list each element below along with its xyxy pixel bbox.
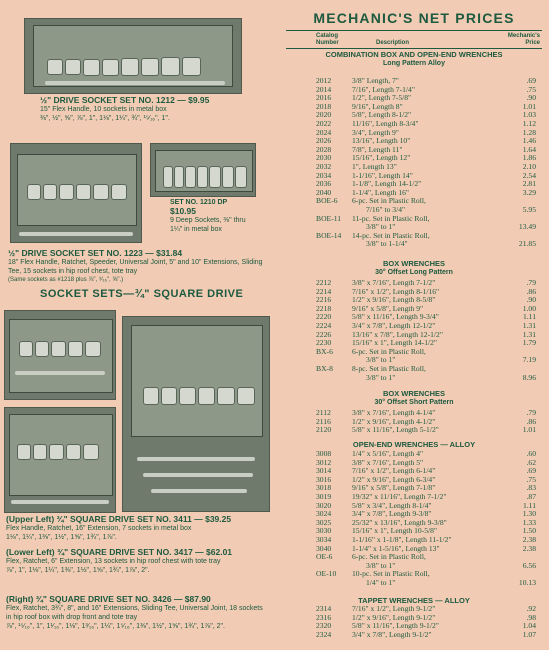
description: 7/16" x 1/2", Length 6-1/4" (352, 466, 436, 476)
description: 13/16" x 7/8", Length 12-1/2" (352, 329, 443, 339)
price-row (286, 240, 542, 249)
price: 1.11 (522, 312, 536, 322)
price: 8.96 (522, 372, 536, 382)
catalog-number: 2314 (316, 604, 332, 613)
price: 1.11 (522, 500, 536, 510)
caption-title: ½" DRIVE SOCKET SET NO. 1212 — $9.95 (40, 95, 210, 105)
deep-socket-set-1210dp-photo (150, 143, 256, 197)
catalog-number: 2014 (316, 84, 332, 94)
section-subtitle: 30° Offset Short Pattern (374, 399, 454, 406)
catalog-number: 2016 (316, 93, 332, 103)
description: 3/8" to 1" (366, 355, 396, 365)
catalog-number: 3014 (316, 466, 332, 476)
caption-set-3417 (6, 548, 268, 575)
catalog-number: BX-6 (316, 346, 333, 356)
catalog-number: 2040 (316, 187, 332, 197)
section-heading-3-4-drive: SOCKET SETS—¾" SQUARE DRIVE (40, 288, 244, 300)
socket-set-3417-photo (4, 407, 116, 513)
price: .62 (526, 457, 536, 467)
description: 6-pc. Set in Plastic Roll, (352, 552, 426, 562)
price: 1.31 (522, 320, 536, 330)
description: 3/4", Length 9" (352, 127, 399, 137)
catalog-number: BOE-14 (316, 230, 342, 240)
list-tappet (286, 605, 542, 639)
price: 5.95 (522, 204, 536, 214)
price: .60 (526, 449, 536, 458)
price: .79 (526, 278, 536, 287)
catalog-number: 3012 (316, 457, 332, 467)
caption-set-3426 (6, 595, 268, 631)
price-row (286, 197, 542, 206)
section-box-wrenches-short (286, 389, 542, 407)
list-box-long (286, 279, 542, 382)
catalog-number: 3019 (316, 491, 332, 501)
caption-text-1: 9 Deep Sockets, ⅜" thru (170, 217, 246, 224)
price: 1.00 (522, 303, 536, 313)
price: .87 (526, 491, 536, 501)
description: 1-1/4" x 1-5/16", Length 13" (352, 543, 440, 553)
section-box-wrenches-long (286, 259, 542, 277)
caption-title: ½" DRIVE SOCKET SET NO. 1223 — $31.84 (8, 248, 183, 258)
description: 1/2" x 9/16", Length 4-1/2" (352, 416, 436, 426)
description: 7/16" x 1/2", Length 8-1/16" (352, 286, 440, 296)
price: .69 (526, 76, 536, 85)
caption-set-3411 (6, 515, 268, 542)
col-mechanics-price: Mechanic's Price (507, 33, 540, 46)
description: 15/16" x 1", Length 10-5/8" (352, 526, 438, 536)
catalog-number: 2320 (316, 621, 332, 631)
description: 5/8", Length 8-1/2" (352, 110, 412, 120)
description: 3/4" x 7/8", Length 9-1/2" (352, 629, 432, 639)
description: 1-1/4", Length 16" (352, 187, 410, 197)
description: 19/32" x 11/16", Length 7-1/2" (352, 491, 447, 501)
description: 7/16" to 3/4" (366, 204, 406, 214)
caption-text: 15" Flex Handle, 10 sockets in metal box (40, 106, 167, 113)
price: 1.79 (522, 338, 536, 348)
col-catalog-number: Catalog Number (316, 33, 339, 46)
list-combination (286, 77, 542, 249)
catalog-number: 2112 (316, 408, 331, 417)
catalog-number: 2216 (316, 295, 332, 305)
catalog-number: 2212 (316, 278, 332, 287)
list-open-end (286, 450, 542, 588)
catalog-number: OE-6 (316, 552, 333, 562)
price: 1.50 (522, 526, 536, 536)
price: 1.04 (522, 621, 536, 631)
price: 1.01 (522, 101, 536, 111)
price-row (286, 348, 542, 357)
caption-text: Flex, Ratchet, 3¾", 8", and 16" Extensions, Sliding Tee, Universal Joint, 18 sockets in hip roof box with drop front and tote tray (6, 605, 263, 621)
caption-title: (Right) ¾" SQUARE DRIVE SET NO. 3426 — $87.90 (6, 594, 211, 604)
caption-sizes: ⅜", ½", ⅝", ⅞", 1", 1⅛", 1¼", ¾", ¹⁵⁄₁₆", 1". (40, 115, 170, 122)
description: 3/4" x 7/8", Length 12-1/2" (352, 320, 436, 330)
description: 9/16", Length 8" (352, 101, 403, 111)
socket-set-3411-photo (4, 310, 116, 400)
description: 11-pc. Set in Plastic Roll, (352, 213, 430, 223)
section-title: TAPPET WRENCHES — ALLOY (358, 596, 470, 605)
price-row (286, 631, 542, 640)
catalog-number: 2030 (316, 153, 332, 163)
col-description: Description (376, 40, 410, 46)
catalog-number: 2020 (316, 110, 332, 120)
price: 3.29 (522, 187, 536, 197)
catalog-number: 3018 (316, 483, 332, 493)
description: 1-1/8", Length 14-1/2" (352, 179, 422, 189)
price: 1.86 (522, 153, 536, 163)
section-title: OPEN-END WRENCHES — ALLOY (352, 440, 476, 449)
caption-set-1212 (40, 96, 250, 123)
caption-note: (Same sockets as #1218 plus ⅞", ⁹⁄₁₆", ⅝".) (8, 277, 124, 283)
description: 3/8" x 7/16", Length 4-1/4" (352, 408, 436, 417)
catalog-number: 2226 (316, 329, 332, 339)
price-row (286, 553, 542, 562)
description: 5/8" x 11/16", Length 9-3/4" (352, 312, 439, 322)
catalog-number: 2116 (316, 416, 331, 426)
price: 13.49 (518, 222, 536, 232)
catalog-number: 2028 (316, 144, 332, 154)
catalog-number: OE-10 (316, 569, 337, 579)
description: 11/16", Length 8-3/4" (352, 118, 419, 128)
price: 1.64 (522, 144, 536, 154)
description: 5/8" x 11/16", Length 9-1/2" (352, 621, 439, 631)
catalog-number: 3034 (316, 534, 332, 544)
catalog-number: 2032 (316, 161, 332, 171)
description: 8-pc. Set in Plastic Roll, (352, 363, 426, 373)
price-row (286, 570, 542, 579)
description: 7/8", Length 11" (352, 144, 403, 154)
price: 6.56 (522, 560, 536, 570)
catalog-number: 2024 (316, 127, 332, 137)
description: 5/8" x 11/16", Length 5-1/2" (352, 425, 439, 435)
caption-text: 18" Flex Handle, Ratchet, Speeder, Universal Joint, 5" and 10" Extensions, Sliding Tee, 15 sockets in hip roof chest, tote tray (8, 259, 263, 275)
description: 1", Length 13" (352, 161, 397, 171)
caption-text: Flex Handle, Ratchet, 16" Extension, 7 sockets in metal box (6, 525, 192, 532)
description: 3/8" to 1" (366, 560, 396, 570)
description: 6-pc. Set in Plastic Roll, (352, 196, 426, 206)
price: 21.85 (518, 239, 536, 249)
catalog-number: 3008 (316, 449, 332, 458)
description: 25/32" x 13/16", Length 9-3/8" (352, 517, 447, 527)
caption-title: (Lower Left) ¾" SQUARE DRIVE SET NO. 3417 — $62.01 (6, 547, 233, 557)
caption-text-2: 1¼" in metal box (170, 226, 222, 233)
description: 1/4" to 1" (366, 577, 396, 587)
description: 15/16", Length 12" (352, 153, 411, 163)
description: 3/8" to 1" (366, 222, 396, 232)
description: 1/2" x 9/16", Length 8-5/8" (352, 295, 436, 305)
catalog-number: 2120 (316, 425, 332, 435)
section-open-end-wrenches (286, 440, 542, 449)
description: 6-pc. Set in Plastic Roll, (352, 346, 426, 356)
price: 7.19 (522, 355, 536, 365)
caption-set-1210dp (170, 198, 260, 234)
price: 1.03 (522, 110, 536, 120)
catalog-number: 2214 (316, 286, 332, 296)
price: .79 (526, 408, 536, 417)
price: 2.10 (522, 161, 536, 171)
catalog-number: 3020 (316, 500, 332, 510)
price: 1.30 (522, 509, 536, 519)
catalog-number: 2324 (316, 629, 332, 639)
description: 1/2" x 9/16", Length 9-1/2" (352, 612, 436, 622)
price: .86 (526, 416, 536, 426)
price: 1.46 (522, 136, 536, 146)
description: 13/16", Length 10" (352, 136, 411, 146)
catalog-number: 3040 (316, 543, 332, 553)
description: 3/8" to 1" (366, 372, 396, 382)
price-row (286, 365, 542, 374)
price-row (286, 579, 542, 588)
price: 2.38 (522, 543, 536, 553)
description: 14-pc. Set in Plastic Roll, (352, 230, 430, 240)
catalog-number: 2218 (316, 303, 332, 313)
caption-set-number: SET NO. 1210 DP (170, 199, 228, 206)
header-rule (286, 48, 542, 49)
caption-sizes: ⅞", ¹⁵⁄₁₆", 1", 1¹⁄₁₆", 1⅛", 1³⁄₁₆", 1¼", 1⁵⁄₁₆", 1⅜", 1½", 1⅝", 1¾", 1⅞", 2". (6, 623, 225, 630)
price: 1.31 (522, 329, 536, 339)
caption-set-1223 (8, 249, 266, 285)
catalog-number: 3030 (316, 526, 332, 536)
section-title: BOX WRENCHES (382, 259, 446, 268)
section-title: COMBINATION BOX AND OPEN-END WRENCHES (325, 50, 503, 59)
socket-set-1223-photo (10, 143, 142, 243)
caption-title: (Upper Left) ¾" SQUARE DRIVE SET NO. 3411 — $39.25 (6, 514, 232, 524)
price-row (286, 215, 542, 224)
price: 1.28 (522, 127, 536, 137)
price: 1.01 (522, 425, 536, 435)
catalog-number: 2230 (316, 338, 332, 348)
description: 1-1/16", Length 14" (352, 170, 413, 180)
price: 2.54 (522, 170, 536, 180)
price: 2.81 (522, 179, 536, 189)
catalog-number: 3025 (316, 517, 332, 527)
description: 5/8" x 3/4", Length 8-1/4" (352, 500, 432, 510)
description: 7/16" x 1/2", Length 9-1/2" (352, 604, 436, 613)
catalog-number: 3016 (316, 474, 332, 484)
description: 3/8" x 7/16", Length 7-1/2" (352, 278, 436, 287)
caption-price: $10.95 (170, 206, 196, 216)
catalog-number: 2018 (316, 101, 332, 111)
catalog-number: 2316 (316, 612, 332, 622)
catalog-number: 2034 (316, 170, 332, 180)
description: 10-pc. Set in Plastic Roll, (352, 569, 430, 579)
description: 1/2", Length 7-5/8" (352, 93, 412, 103)
price: .98 (526, 612, 536, 622)
price: .86 (526, 286, 536, 296)
price: .92 (526, 604, 536, 613)
price-row (286, 232, 542, 241)
catalog-number: 3024 (316, 509, 332, 519)
price-row (286, 426, 542, 435)
catalog-number: 2022 (316, 118, 332, 128)
price: .69 (526, 466, 536, 476)
description: 1/4" x 5/16", Length 4" (352, 449, 424, 458)
catalog-number: 2012 (316, 76, 332, 85)
description: 9/16" x 5/8", Length 9" (352, 303, 424, 313)
description: 1-1/16" x 1-1/8", Length 11-1/2" (352, 534, 452, 544)
caption-sizes: ⅞", 1", 1⅛", 1¼", 1⅜", 1½", 1⅝", 1¾", 1⅞", 2". (6, 567, 150, 574)
price: .75 (526, 84, 536, 94)
description: 15/16" x 1", Length 14-1/2" (352, 338, 438, 348)
title-rule (286, 30, 542, 31)
catalog-number: BX-8 (316, 363, 333, 373)
description: 1/2" x 9/16", Length 6-3/4" (352, 474, 436, 484)
price: .75 (526, 474, 536, 484)
price: 1.07 (522, 629, 536, 639)
price: 1.33 (522, 517, 536, 527)
price: .90 (526, 93, 536, 103)
price: .83 (526, 483, 536, 493)
section-subtitle: 30° Offset Long Pattern (375, 269, 453, 276)
catalog-number: 2220 (316, 312, 332, 322)
price: .90 (526, 295, 536, 305)
description: 3/8" to 1-1/4" (366, 239, 408, 249)
catalog-number: 2036 (316, 179, 332, 189)
description: 3/8" Length, 7" (352, 76, 399, 85)
price: 2.38 (522, 534, 536, 544)
price: 10.13 (518, 577, 536, 587)
catalog-number: 2026 (316, 136, 332, 146)
section-combination-wrenches (286, 50, 542, 68)
list-box-short (286, 409, 542, 435)
description: 9/16" x 5/8", Length 7-1/8" (352, 483, 436, 493)
price-list-title: MECHANIC'S NET PRICES (313, 10, 515, 26)
socket-set-3426-photo (122, 316, 270, 512)
caption-sizes: 1⅛", 1¼", 1⅜", 1½", 1⅝", 1¾", 1⅞". (6, 534, 117, 541)
price: 1.12 (522, 118, 536, 128)
catalog-number: BOE-6 (316, 196, 338, 206)
description: 3/8" x 7/16", Length 5" (352, 457, 424, 467)
catalog-number: BOE-11 (316, 213, 342, 223)
price-row (286, 374, 542, 383)
section-title: BOX WRENCHES (382, 389, 446, 398)
section-subtitle: Long Pattern Alloy (383, 60, 445, 67)
description: 7/16", Length 7-1/4" (352, 84, 415, 94)
socket-set-1212-photo (24, 18, 242, 94)
caption-text: Flex, Ratchet, 6" Extension, 13 sockets in hip roof chest with tote tray (6, 558, 221, 565)
catalog-number: 2224 (316, 320, 332, 330)
description: 3/4" x 7/8", Length 9-3/8" (352, 509, 432, 519)
